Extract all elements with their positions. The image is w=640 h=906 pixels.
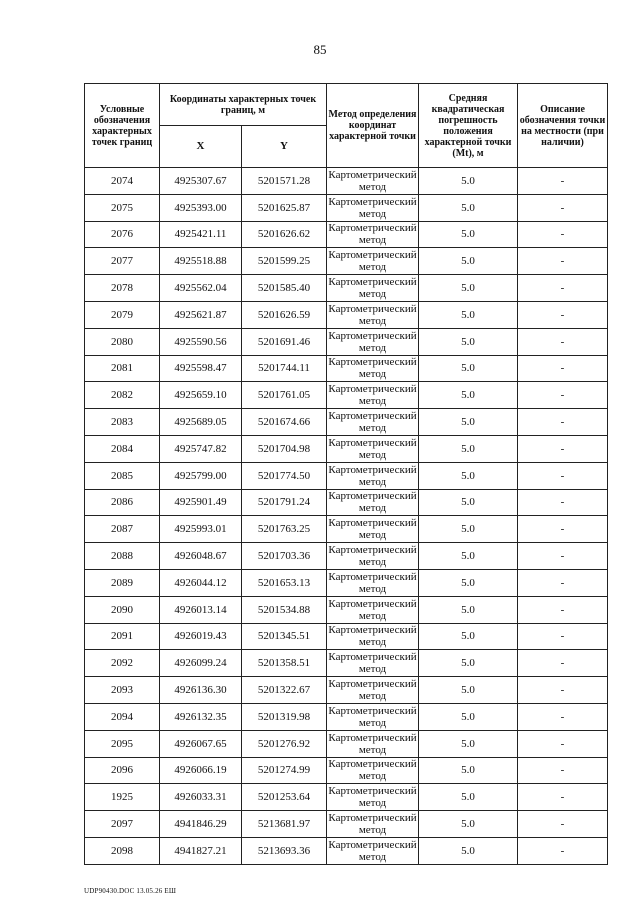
method-cell [327, 489, 419, 516]
method-text: Картометрический [328, 651, 417, 664]
method-cell [327, 650, 419, 677]
method-text: метод [358, 207, 387, 220]
method-text: Картометрический [328, 302, 417, 315]
x-coord-cell: 4925659.10 [160, 382, 242, 409]
method-text: Картометрический [328, 249, 417, 262]
point-id-cell: 1925 [85, 784, 160, 811]
method-cell [327, 730, 419, 757]
method-cell [327, 194, 419, 221]
description-cell: - [518, 784, 608, 811]
x-coord-cell: 4926033.31 [160, 784, 242, 811]
accuracy-cell: 5.0 [419, 409, 518, 436]
method-text: Картометрический [328, 785, 417, 798]
accuracy-cell: 5.0 [419, 221, 518, 248]
x-coord-cell: 4926099.24 [160, 650, 242, 677]
point-id-cell: 2094 [85, 703, 160, 730]
y-coord-cell: 5201763.25 [242, 516, 327, 543]
x-coord-cell: 4925747.82 [160, 435, 242, 462]
description-cell: - [518, 301, 608, 328]
method-text: Картометрический [328, 195, 417, 208]
accuracy-cell: 5.0 [419, 328, 518, 355]
method-text: метод [358, 850, 387, 863]
method-text: метод [358, 743, 387, 756]
x-coord-cell: 4925393.00 [160, 194, 242, 221]
y-coord-cell: 5201703.36 [242, 543, 327, 570]
accuracy-cell: 5.0 [419, 730, 518, 757]
point-id-cell: 2090 [85, 596, 160, 623]
point-id-cell: 2074 [85, 168, 160, 195]
x-coord-cell: 4926132.35 [160, 703, 242, 730]
table-row [85, 650, 608, 677]
method-text: Картометрический [328, 463, 417, 476]
x-coord-cell: 4941827.21 [160, 837, 242, 864]
y-coord-cell: 5201253.64 [242, 784, 327, 811]
method-text: Картометрический [328, 490, 417, 503]
method-text: Картометрический [328, 356, 417, 369]
method-cell [327, 543, 419, 570]
accuracy-cell: 5.0 [419, 650, 518, 677]
accuracy-cell: 5.0 [419, 168, 518, 195]
accuracy-cell: 5.0 [419, 703, 518, 730]
method-cell [327, 703, 419, 730]
x-coord-cell: 4941846.29 [160, 811, 242, 838]
accuracy-cell: 5.0 [419, 677, 518, 704]
method-text: метод [358, 448, 387, 461]
x-coord-cell: 4926013.14 [160, 596, 242, 623]
method-text: метод [358, 368, 387, 381]
header-y: Y [242, 126, 327, 168]
y-coord-cell: 5201571.28 [242, 168, 327, 195]
y-coord-cell: 5213681.97 [242, 811, 327, 838]
y-coord-cell: 5213693.36 [242, 837, 327, 864]
method-text: Картометрический [328, 624, 417, 637]
point-id-cell: 2088 [85, 543, 160, 570]
point-id-cell: 2093 [85, 677, 160, 704]
accuracy-cell: 5.0 [419, 623, 518, 650]
method-text: метод [358, 180, 387, 193]
accuracy-cell: 5.0 [419, 569, 518, 596]
method-text: Картометрический [328, 758, 417, 771]
x-coord-cell: 4926048.67 [160, 543, 242, 570]
method-cell [327, 355, 419, 382]
method-text: метод [358, 475, 387, 488]
accuracy-cell: 5.0 [419, 301, 518, 328]
description-cell: - [518, 355, 608, 382]
method-cell [327, 275, 419, 302]
header-description: Описание обозначения точки на местности (при наличии) [518, 84, 608, 168]
table-row [85, 355, 608, 382]
accuracy-cell: 5.0 [419, 543, 518, 570]
point-id-cell: 2092 [85, 650, 160, 677]
method-text: метод [358, 582, 387, 595]
table-row [85, 703, 608, 730]
header-method: Метод определения координат характерной точки [327, 84, 419, 168]
method-text: Картометрический [328, 275, 417, 288]
method-text: метод [358, 395, 387, 408]
x-coord-cell: 4926044.12 [160, 569, 242, 596]
y-coord-cell: 5201761.05 [242, 382, 327, 409]
accuracy-cell: 5.0 [419, 382, 518, 409]
accuracy-cell: 5.0 [419, 194, 518, 221]
x-coord-cell: 4925993.01 [160, 516, 242, 543]
method-text: Картометрический [328, 704, 417, 717]
method-cell [327, 462, 419, 489]
method-cell [327, 784, 419, 811]
table-row [85, 409, 608, 436]
x-coord-cell: 4926067.65 [160, 730, 242, 757]
method-cell [327, 435, 419, 462]
table-row [85, 757, 608, 784]
accuracy-cell: 5.0 [419, 435, 518, 462]
point-id-cell: 2075 [85, 194, 160, 221]
footer-doc-code: UDP90430.DOC 13.05.26 ЕШ [84, 887, 177, 895]
description-cell: - [518, 543, 608, 570]
y-coord-cell: 5201653.13 [242, 569, 327, 596]
x-coord-cell: 4925799.00 [160, 462, 242, 489]
header-coords-group: Координаты характерных точек границ, м [160, 84, 327, 126]
point-id-cell: 2083 [85, 409, 160, 436]
point-id-cell: 2087 [85, 516, 160, 543]
accuracy-cell: 5.0 [419, 811, 518, 838]
description-cell: - [518, 168, 608, 195]
y-coord-cell: 5201744.11 [242, 355, 327, 382]
accuracy-cell: 5.0 [419, 248, 518, 275]
table-row [85, 489, 608, 516]
description-cell: - [518, 248, 608, 275]
table-row [85, 677, 608, 704]
table-row [85, 221, 608, 248]
method-cell [327, 596, 419, 623]
method-cell [327, 569, 419, 596]
accuracy-cell: 5.0 [419, 355, 518, 382]
point-id-cell: 2086 [85, 489, 160, 516]
y-coord-cell: 5201274.99 [242, 757, 327, 784]
y-coord-cell: 5201534.88 [242, 596, 327, 623]
method-text: метод [358, 529, 387, 542]
x-coord-cell: 4926019.43 [160, 623, 242, 650]
method-cell [327, 811, 419, 838]
method-cell [327, 328, 419, 355]
method-cell [327, 221, 419, 248]
method-text: метод [358, 234, 387, 247]
x-coord-cell: 4925518.88 [160, 248, 242, 275]
y-coord-cell: 5201319.98 [242, 703, 327, 730]
table-row [85, 516, 608, 543]
table-row [85, 623, 608, 650]
table-row [85, 435, 608, 462]
table-row [85, 328, 608, 355]
method-text: метод [358, 824, 387, 837]
table-row [85, 596, 608, 623]
method-text: Картометрический [328, 329, 417, 342]
description-cell: - [518, 569, 608, 596]
table-row [85, 569, 608, 596]
method-text: метод [358, 502, 387, 515]
accuracy-cell: 5.0 [419, 489, 518, 516]
point-id-cell: 2097 [85, 811, 160, 838]
x-coord-cell: 4926136.30 [160, 677, 242, 704]
description-cell: - [518, 275, 608, 302]
table-row [85, 248, 608, 275]
description-cell: - [518, 837, 608, 864]
table-row [85, 301, 608, 328]
method-text: Картометрический [328, 838, 417, 851]
point-id-cell: 2084 [85, 435, 160, 462]
method-text: метод [358, 341, 387, 354]
method-text: Картометрический [328, 409, 417, 422]
method-text: Картометрический [328, 222, 417, 235]
description-cell: - [518, 677, 608, 704]
description-cell: - [518, 328, 608, 355]
point-id-cell: 2091 [85, 623, 160, 650]
x-coord-cell: 4926066.19 [160, 757, 242, 784]
description-cell: - [518, 194, 608, 221]
point-id-cell: 2077 [85, 248, 160, 275]
table-row [85, 194, 608, 221]
page-number: 85 [313, 42, 327, 57]
method-text: метод [358, 716, 387, 729]
description-cell: - [518, 462, 608, 489]
y-coord-cell: 5201626.62 [242, 221, 327, 248]
point-id-cell: 2089 [85, 569, 160, 596]
point-id-cell: 2098 [85, 837, 160, 864]
y-coord-cell: 5201585.40 [242, 275, 327, 302]
description-cell: - [518, 516, 608, 543]
y-coord-cell: 5201626.59 [242, 301, 327, 328]
x-coord-cell: 4925598.47 [160, 355, 242, 382]
description-cell: - [518, 757, 608, 784]
description-cell: - [518, 489, 608, 516]
table-row [85, 811, 608, 838]
y-coord-cell: 5201691.46 [242, 328, 327, 355]
x-coord-cell: 4925590.56 [160, 328, 242, 355]
method-text: метод [358, 314, 387, 327]
method-text: метод [358, 770, 387, 783]
method-cell [327, 301, 419, 328]
method-cell [327, 757, 419, 784]
method-text: метод [358, 690, 387, 703]
y-coord-cell: 5201276.92 [242, 730, 327, 757]
description-cell: - [518, 596, 608, 623]
point-id-cell: 2078 [85, 275, 160, 302]
header-accuracy: Средняя квадратическая погрешность положения характерной точки (Mt), м [419, 84, 518, 168]
y-coord-cell: 5201599.25 [242, 248, 327, 275]
method-text: метод [358, 422, 387, 435]
x-coord-cell: 4925901.49 [160, 489, 242, 516]
method-text: метод [358, 609, 387, 622]
method-cell [327, 677, 419, 704]
method-cell [327, 409, 419, 436]
table-row [85, 462, 608, 489]
boundary-points-table [84, 83, 608, 865]
method-text: Картометрический [328, 543, 417, 556]
y-coord-cell: 5201322.67 [242, 677, 327, 704]
y-coord-cell: 5201358.51 [242, 650, 327, 677]
description-cell: - [518, 730, 608, 757]
method-text: метод [358, 636, 387, 649]
table-body [85, 168, 608, 865]
method-cell [327, 168, 419, 195]
header-point: Условные обозначения характерных точек границ [85, 84, 160, 168]
method-text: метод [358, 288, 387, 301]
accuracy-cell: 5.0 [419, 275, 518, 302]
description-cell: - [518, 623, 608, 650]
method-text: метод [358, 797, 387, 810]
y-coord-cell: 5201625.87 [242, 194, 327, 221]
y-coord-cell: 5201791.24 [242, 489, 327, 516]
point-id-cell: 2095 [85, 730, 160, 757]
method-cell [327, 248, 419, 275]
accuracy-cell: 5.0 [419, 462, 518, 489]
y-coord-cell: 5201704.98 [242, 435, 327, 462]
method-text: Картометрический [328, 811, 417, 824]
point-id-cell: 2082 [85, 382, 160, 409]
method-cell [327, 623, 419, 650]
description-cell: - [518, 435, 608, 462]
accuracy-cell: 5.0 [419, 784, 518, 811]
y-coord-cell: 5201674.66 [242, 409, 327, 436]
point-id-cell: 2081 [85, 355, 160, 382]
description-cell: - [518, 650, 608, 677]
description-cell: - [518, 409, 608, 436]
point-id-cell: 2080 [85, 328, 160, 355]
method-text: метод [358, 556, 387, 569]
table-row [85, 168, 608, 195]
method-text: Картометрический [328, 597, 417, 610]
table-row [85, 543, 608, 570]
table-row [85, 837, 608, 864]
x-coord-cell: 4925689.05 [160, 409, 242, 436]
accuracy-cell: 5.0 [419, 516, 518, 543]
description-cell: - [518, 811, 608, 838]
accuracy-cell: 5.0 [419, 757, 518, 784]
method-text: метод [358, 261, 387, 274]
point-id-cell: 2096 [85, 757, 160, 784]
point-id-cell: 2085 [85, 462, 160, 489]
accuracy-cell: 5.0 [419, 596, 518, 623]
table-row [85, 275, 608, 302]
x-coord-cell: 4925421.11 [160, 221, 242, 248]
method-text: Картометрический [328, 731, 417, 744]
method-cell [327, 516, 419, 543]
table-row [85, 784, 608, 811]
method-text: Картометрический [328, 383, 417, 396]
x-coord-cell: 4925621.87 [160, 301, 242, 328]
description-cell: - [518, 703, 608, 730]
x-coord-cell: 4925307.67 [160, 168, 242, 195]
y-coord-cell: 5201774.50 [242, 462, 327, 489]
description-cell: - [518, 382, 608, 409]
method-cell [327, 837, 419, 864]
method-text: Картометрический [328, 570, 417, 583]
point-id-cell: 2079 [85, 301, 160, 328]
description-cell: - [518, 221, 608, 248]
method-text: Картометрический [328, 436, 417, 449]
header-x: X [160, 126, 242, 168]
method-text: Картометрический [328, 168, 417, 181]
y-coord-cell: 5201345.51 [242, 623, 327, 650]
table-row [85, 382, 608, 409]
method-cell [327, 382, 419, 409]
method-text: метод [358, 663, 387, 676]
method-text: Картометрический [328, 677, 417, 690]
method-text: Картометрический [328, 517, 417, 530]
point-id-cell: 2076 [85, 221, 160, 248]
x-coord-cell: 4925562.04 [160, 275, 242, 302]
table-row [85, 730, 608, 757]
accuracy-cell: 5.0 [419, 837, 518, 864]
